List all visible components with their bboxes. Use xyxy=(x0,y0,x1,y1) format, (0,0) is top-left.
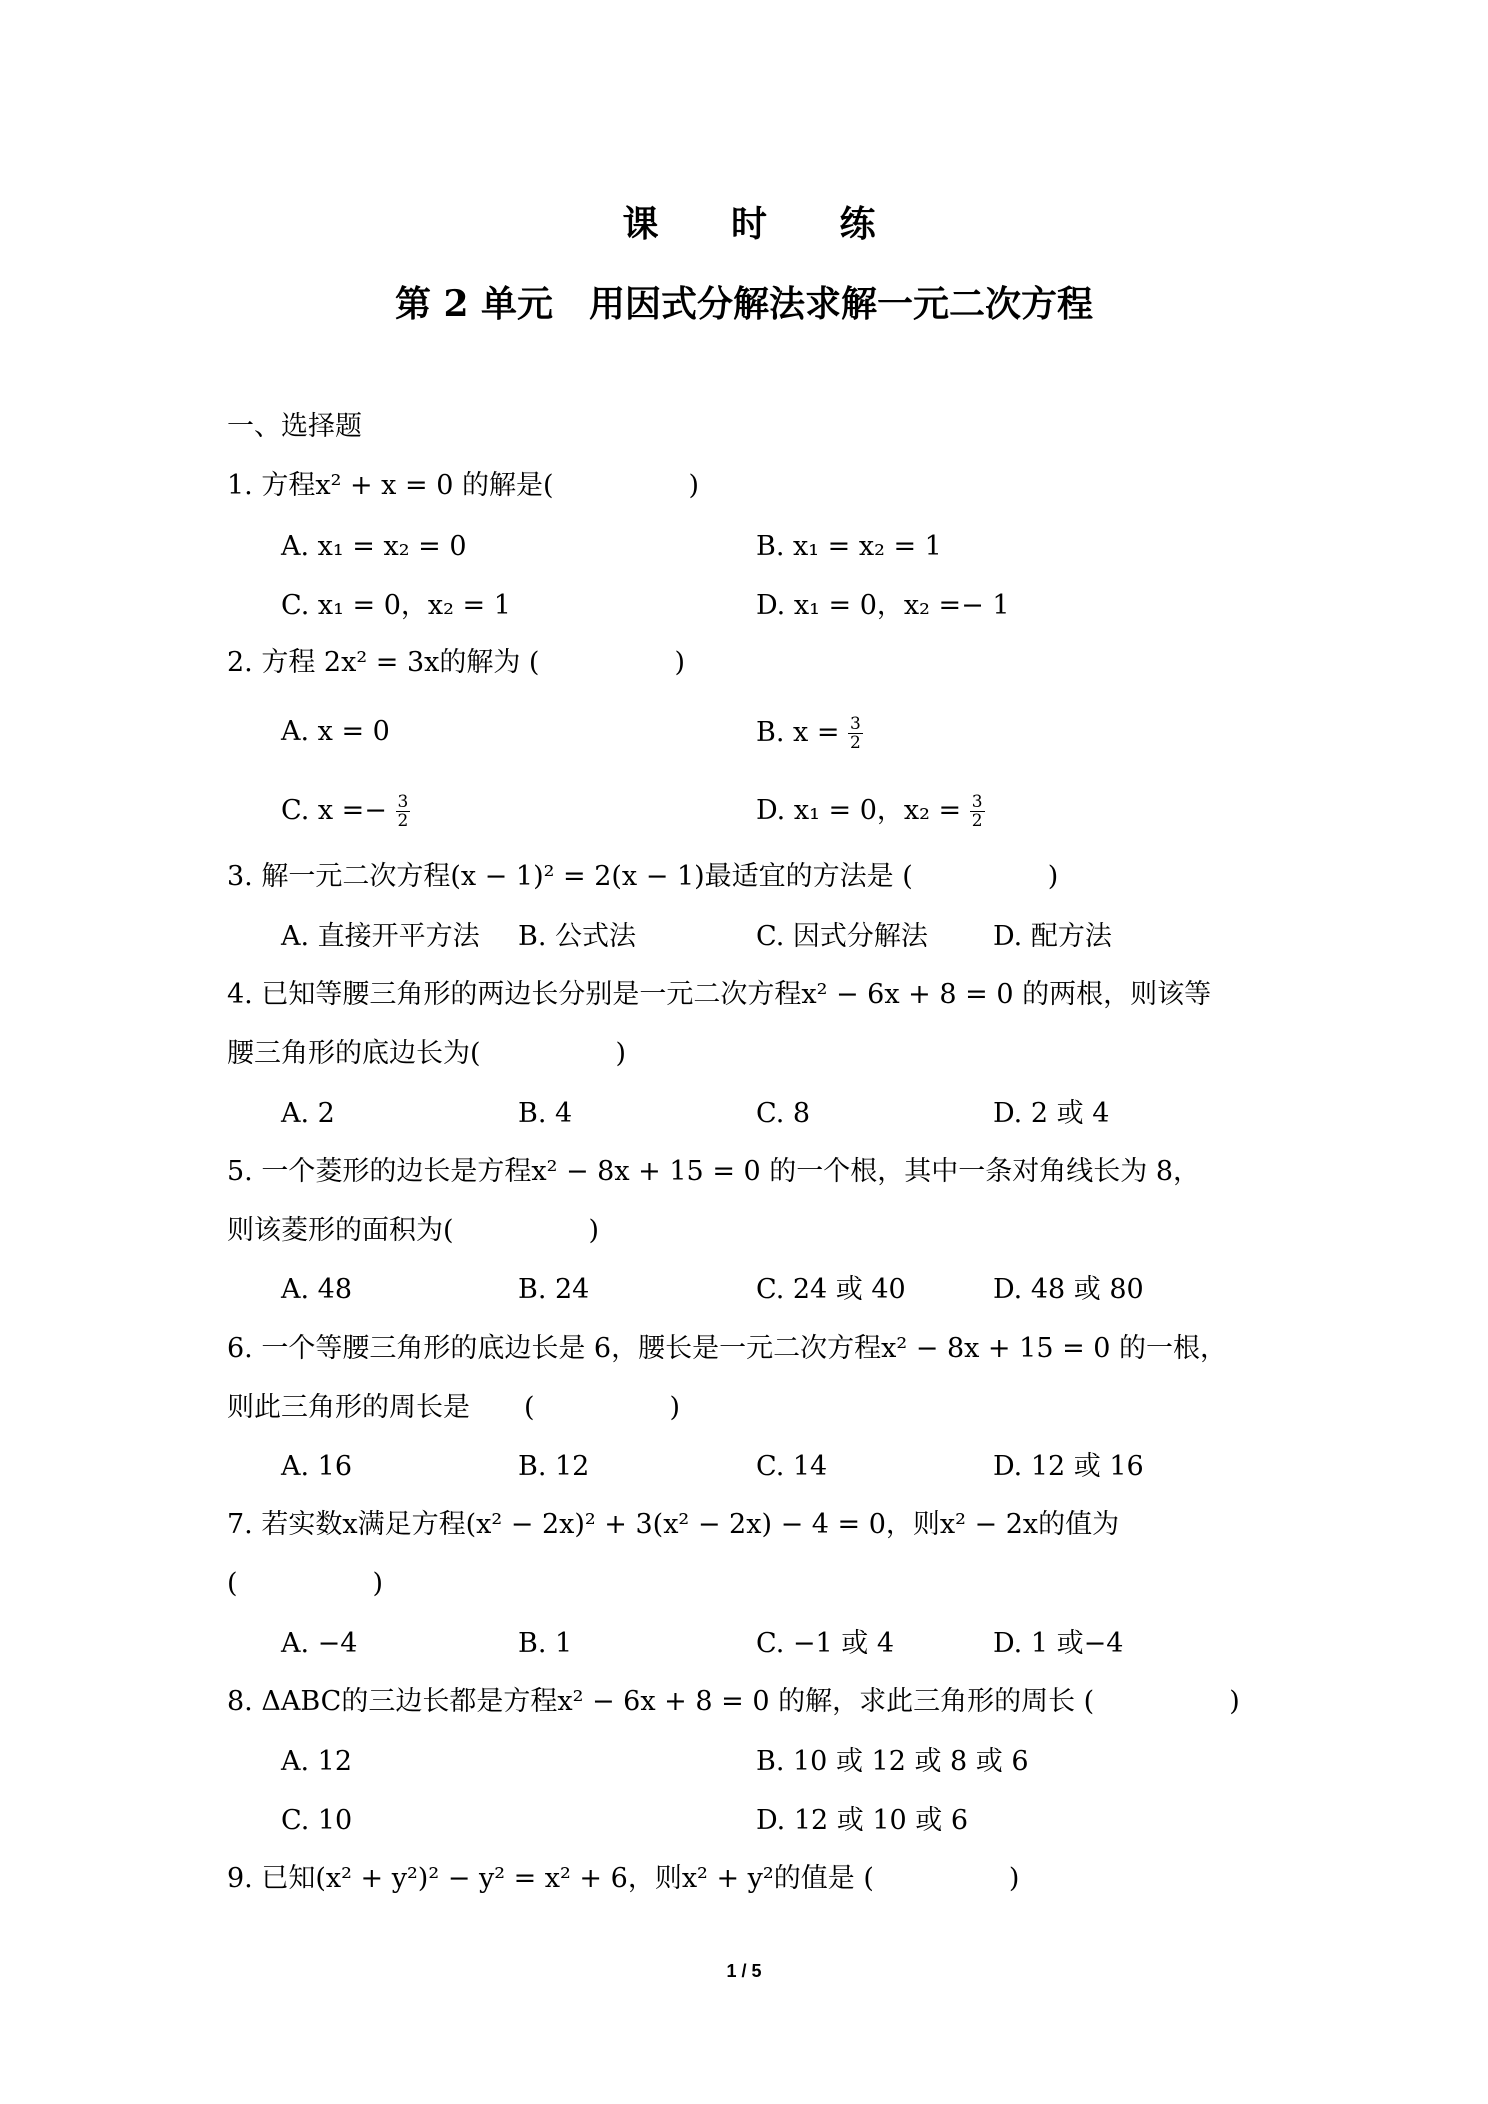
question-6-option-c: C. 14 xyxy=(756,1451,828,1482)
question-2-option-a: A. x = 0 xyxy=(281,716,390,747)
page-title: 课 时 练 xyxy=(622,203,906,245)
question-4-option-d: D. 2 或 4 xyxy=(993,1098,1110,1129)
question-7-option-c: C. −1 或 4 xyxy=(756,1628,895,1659)
question-3-stem: 3. 解一元二次方程(x − 1)² = 2(x − 1)最适宜的方法是 ( ) xyxy=(227,861,1059,892)
question-2-option-d-prefix: D. x₁ = 0，x₂ = xyxy=(756,795,962,826)
question-4-stem-line2: 腰三角形的底边长为( ) xyxy=(227,1038,627,1069)
question-3-option-d: D. 配方法 xyxy=(993,921,1112,952)
question-1-option-a: A. x₁ = x₂ = 0 xyxy=(281,531,467,562)
question-5-option-d: D. 48 或 80 xyxy=(993,1274,1144,1305)
question-4-option-a: A. 2 xyxy=(281,1098,335,1129)
question-1-option-c: C. x₁ = 0，x₂ = 1 xyxy=(281,590,511,621)
question-4-option-c: C. 8 xyxy=(756,1098,811,1129)
question-5-option-a: A. 48 xyxy=(281,1274,353,1305)
question-7-stem-line1: 7. 若实数x满足方程(x² − 2x)² + 3(x² − 2x) − 4 = 0，则x² − 2x的值为 xyxy=(227,1509,1120,1540)
page-number: 1 / 5 xyxy=(726,1961,762,1981)
question-7-stem-line2: ( ) xyxy=(227,1568,384,1599)
question-2-option-b-prefix: B. x = xyxy=(756,717,840,748)
question-1-option-b: B. x₁ = x₂ = 1 xyxy=(756,531,942,562)
question-6-option-a: A. 16 xyxy=(281,1451,353,1482)
question-2-option-c xyxy=(281,793,410,830)
question-7-option-d: D. 1 或−4 xyxy=(993,1628,1124,1659)
question-3-option-b: B. 公式法 xyxy=(518,921,637,952)
question-1-stem: 1. 方程x² + x = 0 的解是( ) xyxy=(227,470,700,501)
fraction: $\frac{3}{2}$ xyxy=(850,714,861,753)
question-2-option-b xyxy=(756,715,863,752)
question-6-stem-line2: 则此三角形的周长是 ( ) xyxy=(227,1392,681,1423)
question-7-option-a: A. −4 xyxy=(281,1628,358,1659)
question-8-stem: 8. ΔABC的三边长都是方程x² − 6x + 8 = 0 的解，求此三角形的周长 ( ) xyxy=(227,1686,1240,1717)
question-2-option-d xyxy=(756,793,985,830)
question-2-stem: 2. 方程 2x² = 3x的解为 ( ) xyxy=(227,647,685,678)
question-5-option-c: C. 24 或 40 xyxy=(756,1274,906,1305)
question-3-option-c: C. 因式分解法 xyxy=(756,921,928,952)
section-heading: 一、选择题 xyxy=(227,411,362,442)
question-6-option-b: B. 12 xyxy=(518,1451,590,1482)
page-subtitle: 第 2 单元 用因式分解法求解一元二次方程 xyxy=(394,283,1094,325)
question-7-option-b: B. 1 xyxy=(518,1628,573,1659)
question-4-option-b: B. 4 xyxy=(518,1098,573,1129)
question-1-option-d: D. x₁ = 0，x₂ =− 1 xyxy=(756,590,1010,621)
fraction: $\frac{3}{2}$ xyxy=(397,792,409,831)
question-5-option-b: B. 24 xyxy=(518,1274,590,1305)
question-3-option-a: A. 直接开平方法 xyxy=(281,921,480,952)
question-6-option-d: D. 12 或 16 xyxy=(993,1451,1144,1482)
fraction: $\frac{3}{2}$ xyxy=(971,792,983,831)
question-8-option-c: C. 10 xyxy=(281,1805,353,1836)
question-2-option-c-prefix: C. x =− xyxy=(281,795,387,826)
question-9-stem: 9. 已知(x² + y²)² − y² = x² + 6，则x² + y²的值是 ( ) xyxy=(227,1863,1020,1894)
question-6-stem-line1: 6. 一个等腰三角形的底边长是 6，腰长是一元二次方程x² − 8x + 15 = 0 的一根， xyxy=(227,1333,1228,1364)
question-8-option-b: B. 10 或 12 或 8 或 6 xyxy=(756,1746,1029,1777)
question-5-stem-line2: 则该菱形的面积为( ) xyxy=(227,1215,600,1246)
question-8-option-d: D. 12 或 10 或 6 xyxy=(756,1805,969,1836)
question-4-stem-line1: 4. 已知等腰三角形的两边长分别是一元二次方程x² − 6x + 8 = 0 的两根，则该等 xyxy=(227,979,1212,1010)
question-8-option-a: A. 12 xyxy=(281,1746,353,1777)
question-5-stem-line1: 5. 一个菱形的边长是方程x² − 8x + 15 = 0 的一个根，其中一条对角线长为 8， xyxy=(227,1156,1201,1187)
